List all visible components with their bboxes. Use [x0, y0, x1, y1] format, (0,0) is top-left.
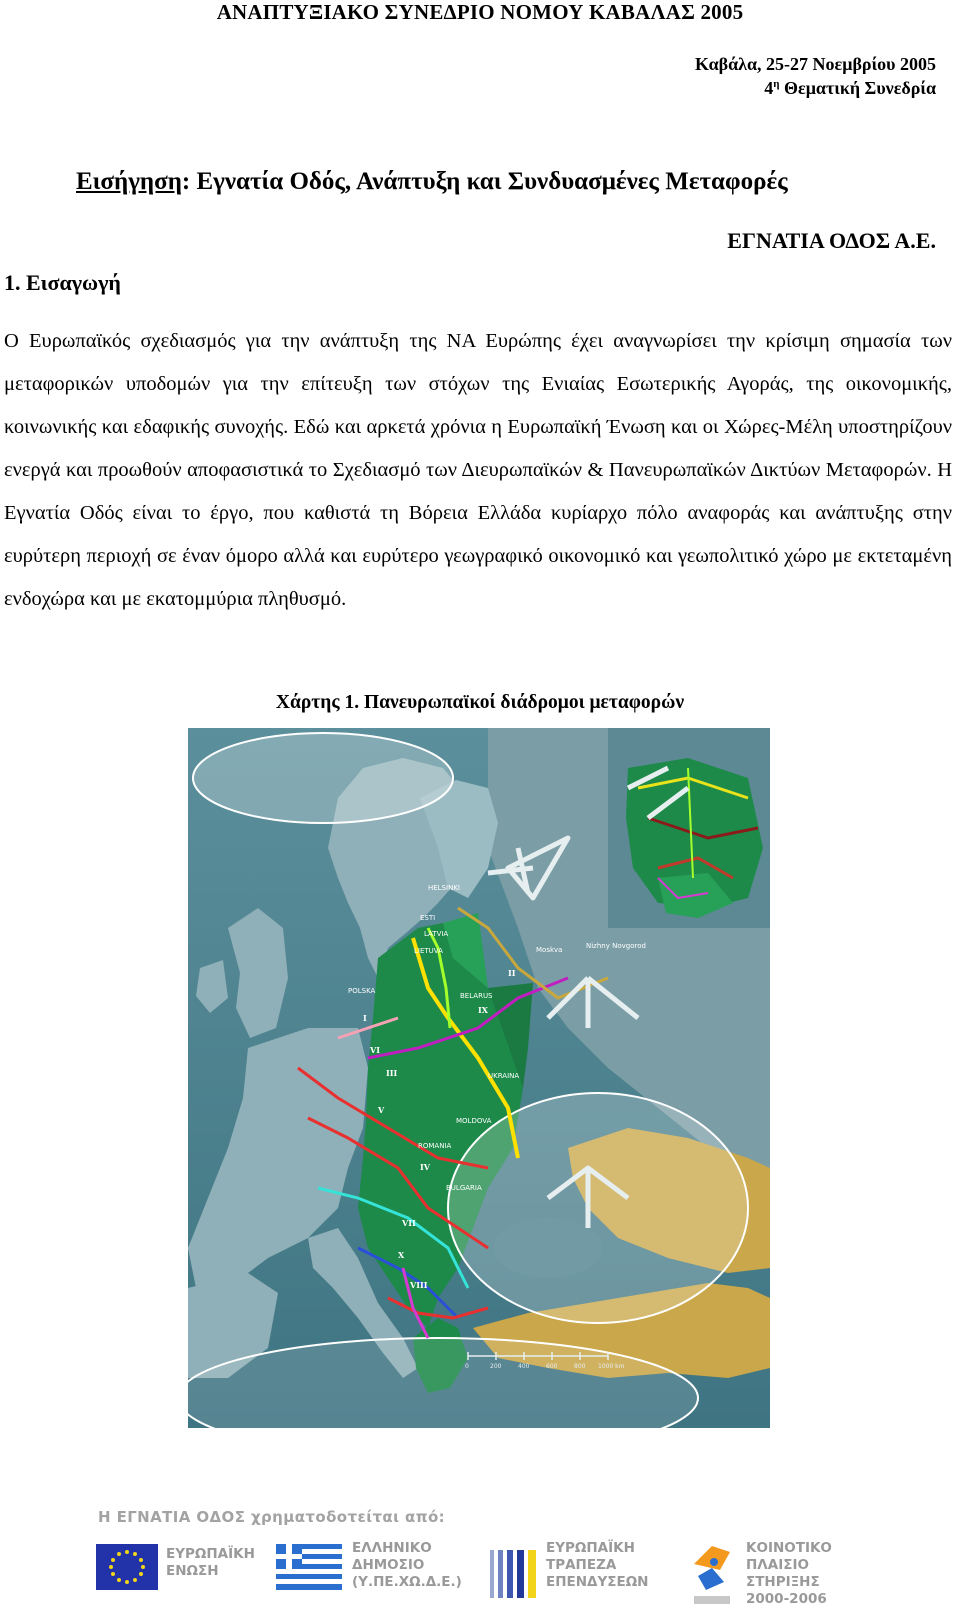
- corridor-label: VI: [370, 1045, 380, 1055]
- map-label: ROMANIA: [418, 1142, 452, 1150]
- section-heading: 1. Εισαγωγή: [4, 270, 121, 295]
- corridor-label: VII: [402, 1218, 416, 1228]
- corridors-map: [188, 728, 770, 1428]
- map-label: Moskva: [536, 946, 563, 954]
- author: ΕΓΝΑΤΙΑ ΟΔΟΣ Α.Ε.: [727, 228, 936, 253]
- session-label: [764, 78, 936, 99]
- talk-label: Εισήγηση: [76, 168, 182, 195]
- eu-flag-icon: [96, 1544, 158, 1590]
- funder-csf: [690, 1540, 890, 1610]
- corridor-label: IV: [420, 1162, 430, 1172]
- funder-eib: [488, 1540, 678, 1610]
- corridor-label: X: [398, 1250, 405, 1260]
- map-label: BULGARIA: [446, 1184, 482, 1192]
- corridor-label: II: [508, 968, 516, 978]
- corridor-label: I: [363, 1013, 367, 1023]
- greek-flag-icon: [276, 1544, 342, 1590]
- funder-greek-state: [276, 1540, 476, 1610]
- session-number: 4: [764, 78, 774, 98]
- eib-logo-icon: [488, 1546, 538, 1602]
- map-label: POLSKA: [348, 987, 376, 995]
- scale-tick: 600: [546, 1363, 558, 1370]
- corridor-label: IX: [478, 1005, 488, 1015]
- funder-eu: [96, 1540, 276, 1610]
- csf-logo-icon: [690, 1542, 734, 1608]
- funding-title: Η ΕΓΝΑΤΙΑ ΟΔΟΣ χρηματοδοτείται από:: [98, 1508, 446, 1526]
- scale-tick: 400: [518, 1363, 530, 1370]
- map-label: LIETUVA: [414, 947, 443, 955]
- map-label: LATVIA: [424, 930, 449, 938]
- conference-title: ΑΝΑΠΤΥΞΙΑΚΟ ΣΥΝΕΔΡΙΟ ΝΟΜΟΥ ΚΑΒΑΛΑΣ 2005: [216, 0, 744, 24]
- map-label: HELSINKI: [428, 884, 460, 892]
- intro-paragraph: Ο Ευρωπαϊκός σχεδιασμός για την ανάπτυξη της ΝΑ Ευρώπης έχει αναγνωρίσει την κρίσιμη σημασία των μεταφορικών υποδομών για την επίτευξη των στόχων της Ενιαίας Εσωτερικής Αγοράς, της οικονομικής, κοινωνικής και εδαφικής συνοχής. Εδώ και αρκετά χρόνια η Ευρωπαϊκή Ένωση και οι Χώρες-Μέλη υποστηρίζουν ενεργά και προωθούν αποφασιστικά το Σχεδιασμό των Διευρωπαϊκών & Πανευρωπαϊκών Δικτύων Μεταφορών. Η Εγνατία Οδός είναι το έργο, που καθιστά τη Βόρεια Ελλάδα κυρίαρχο πόλο αναφοράς και ανάπτυξης στην ευρύτερη περιοχή σε έναν όμορο αλλά και ευρύτερο γεωγραφικό οικονομικό και γεωπολιτικό χώρο με εκτεταμένη ενδοχώρα και με εκατομμύρια πληθυσμό.: [4, 330, 952, 610]
- map-label: UKRAINA: [488, 1072, 520, 1080]
- session-ordinal: η: [773, 78, 780, 90]
- corridor-label: V: [378, 1105, 385, 1115]
- map-label: ESTI: [420, 914, 436, 922]
- funder-name: ΕΥΡΩΠΑΪΚΗ ΕΝΩΣΗ: [166, 1546, 255, 1579]
- scale-tick: 800: [574, 1363, 586, 1370]
- corridor-label: VIII: [410, 1280, 428, 1290]
- scale-tick: 0: [465, 1363, 469, 1370]
- scale-tick: 1000 km: [598, 1363, 625, 1370]
- map-label: BELARUS: [460, 992, 493, 1000]
- session-text: Θεματική Συνεδρία: [779, 78, 936, 98]
- funder-name: ΚΟΙΝΟΤΙΚΟ ΠΛΑΙΣΙΟ ΣΤΗΡΙΞΗΣ 2000-2006: [746, 1540, 832, 1607]
- map-label: MOLDOVA: [456, 1117, 492, 1125]
- map-label: Nizhny Novgorod: [586, 942, 646, 950]
- corridor-label: III: [386, 1068, 398, 1078]
- scale-tick: 200: [490, 1363, 502, 1370]
- funder-name: ΕΛΛΗΝΙΚΟ ΔΗΜΟΣΙΟ (Υ.ΠΕ.ΧΩ.Δ.Ε.): [352, 1540, 462, 1590]
- map-caption: Χάρτης 1. Πανευρωπαϊκοί διάδρομοι μεταφορών: [275, 692, 685, 713]
- talk-title: [76, 168, 788, 196]
- funder-name: ΕΥΡΩΠΑΪΚΗ ΤΡΑΠΕΖΑ ΕΠΕΝΔΥΣΕΩΝ: [546, 1540, 649, 1590]
- talk-subject: : Εγνατία Οδός, Ανάπτυξη και Συνδυασμένες Μεταφορές: [181, 168, 788, 195]
- place-date: Καβάλα, 25-27 Νοεμβρίου 2005: [694, 54, 936, 74]
